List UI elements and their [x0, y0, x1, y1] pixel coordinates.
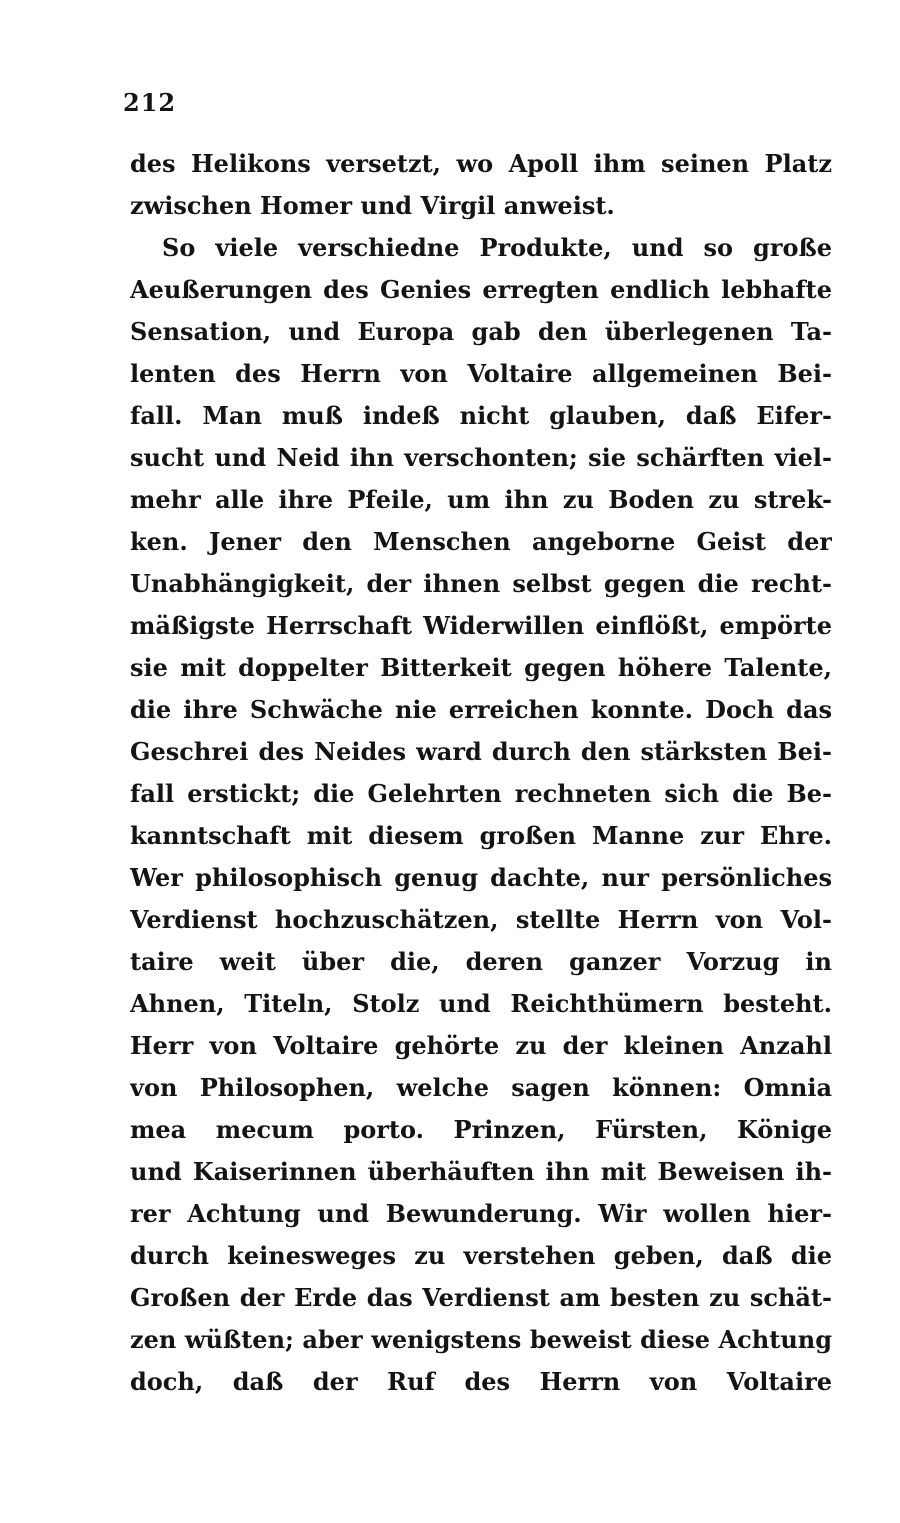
- text-line: sucht und Neid ihn verschonten; sie schärften viel-: [130, 443, 832, 472]
- text-line: Herr von Voltaire gehörte zu der kleinen Anzahl: [130, 1031, 832, 1060]
- text-line: fall. Man muß indeß nicht glauben, daß Eifer-: [130, 401, 832, 430]
- text-line: Verdienst hochzuschätzen, stellte Herrn von Vol-: [130, 905, 832, 934]
- text-line: ken. Jener den Menschen angeborne Geist der: [130, 527, 832, 556]
- text-line: von Philosophen, welche sagen können: Omnia: [130, 1073, 832, 1102]
- text-line: fall erstickt; die Gelehrten rechneten sich die Be-: [130, 779, 832, 808]
- text-line: des Helikons versetzt, wo Apoll ihm seinen Platz: [130, 149, 832, 178]
- text-line: Großen der Erde das Verdienst am besten zu schät-: [130, 1283, 832, 1312]
- text-line: So viele verschiedne Produkte, und so große: [162, 233, 832, 262]
- text-line: doch, daß der Ruf des Herrn von Voltaire: [130, 1367, 832, 1396]
- text-line: Unabhängigkeit, der ihnen selbst gegen die recht-: [130, 569, 832, 598]
- text-line: sie mit doppelter Bitterkeit gegen höhere Talente,: [130, 653, 832, 682]
- text-line: Wer philosophisch genug dachte, nur persönliches: [130, 863, 832, 892]
- text-line: Ahnen, Titeln, Stolz und Reichthümern besteht.: [130, 989, 832, 1018]
- text-line: Sensation, und Europa gab den überlegenen Ta-: [130, 317, 832, 346]
- text-line: Geschrei des Neides ward durch den stärksten Bei-: [130, 737, 832, 766]
- text-line: mehr alle ihre Pfeile, um ihn zu Boden zu strek-: [130, 485, 832, 514]
- text-line: durch keinesweges zu verstehen geben, daß die: [130, 1241, 832, 1270]
- text-line: zwischen Homer und Virgil anweist.: [130, 191, 615, 220]
- body-text: [130, 143, 832, 1403]
- text-line: Aeußerungen des Genies erregten endlich lebhafte: [130, 275, 832, 304]
- text-line: kanntschaft mit diesem großen Manne zur Ehre.: [130, 821, 832, 850]
- text-line: mea mecum porto. Prinzen, Fürsten, Könige: [130, 1115, 832, 1144]
- text-line: lenten des Herrn von Voltaire allgemeinen Bei-: [130, 359, 832, 388]
- text-line: und Kaiserinnen überhäuften ihn mit Beweisen ih-: [130, 1157, 832, 1186]
- text-line: rer Achtung und Bewunderung. Wir wollen hier-: [130, 1199, 832, 1228]
- text-line: mäßigste Herrschaft Widerwillen einflößt, empörte: [130, 611, 832, 640]
- text-line: taire weit über die, deren ganzer Vorzug in: [130, 947, 832, 976]
- page-number: 212: [123, 88, 177, 117]
- text-line: zen wüßten; aber wenigstens beweist diese Achtung: [130, 1325, 832, 1354]
- text-line: die ihre Schwäche nie erreichen konnte. Doch das: [130, 695, 832, 724]
